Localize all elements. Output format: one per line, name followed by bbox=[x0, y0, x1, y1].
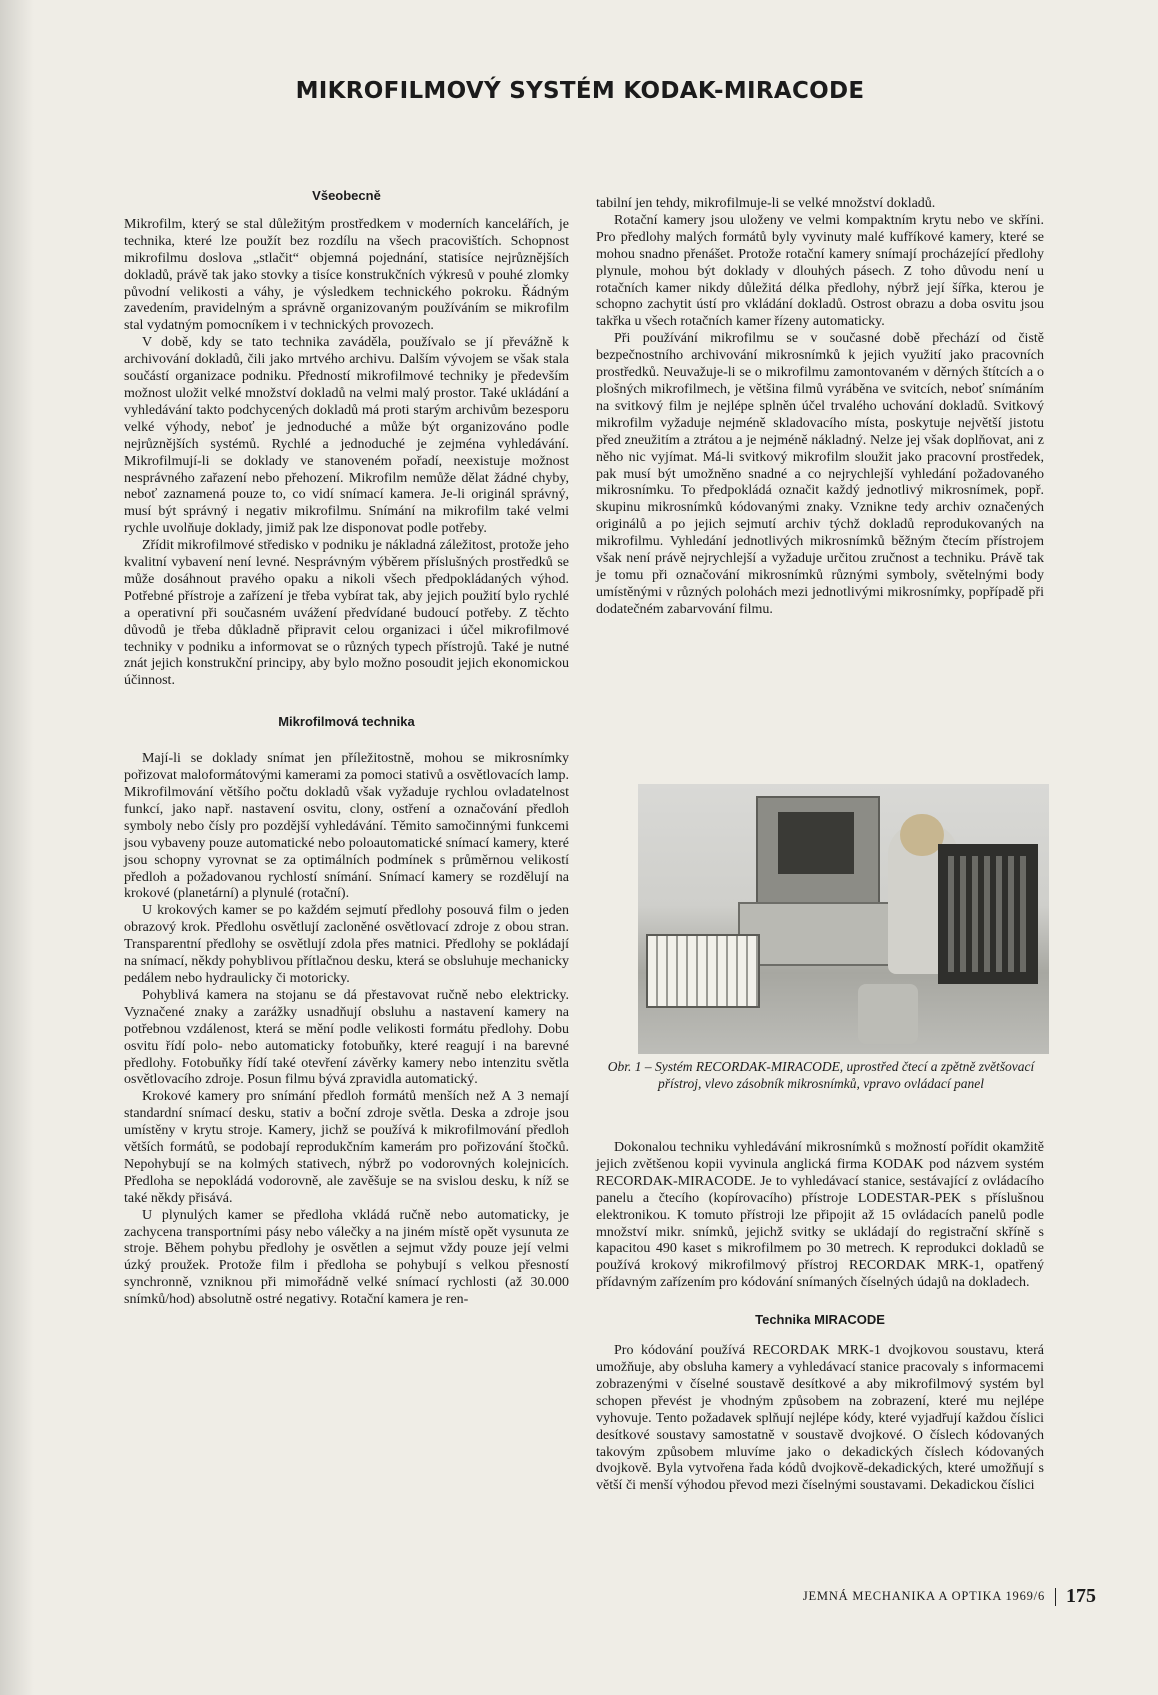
paragraph: U plynulých kamer se předloha vkládá ručně nebo automaticky, je zachycena transportními pásy nebo válečky a na jiném místě opět vysunuta ze stroje. Během pohybu předlohy je osvětlen a sejmut vždy pouze její velmi úzký proužek. Protože film i předloha se pohybují s velkou přesností synchronně, vzniknou při mimořádně velké snímací rychlosti (až 30.000 snímků/hod) absolutně ostré negativy. Rotační kamera je ren- bbox=[124, 1207, 569, 1308]
paragraph: tabilní jen tehdy, mikrofilmuje-li se velké množství dokladů. bbox=[596, 196, 936, 211]
paragraph: Krokové kamery pro snímání předloh formátů menších než A 3 nemají standardní snímací desku, stativ a boční zdroje světla. Deska a zdroje jsou umístěny v krytu stroje. Kamery, jichž se používá k mikrofilmování předloh větších formátů, se podobají reprodukčním kamerám pro pořizování štočků. Nepohybují se na kolmých stativech, nýbrž po vodorovných kolejnicích. Předloha se nepokládá vodorovně, ale zavěšuje se na svislou desku, k níž se také někdy přisává. bbox=[124, 1089, 569, 1206]
reader-base bbox=[738, 902, 902, 966]
footer-divider bbox=[1055, 1588, 1056, 1606]
reader-screen bbox=[778, 812, 854, 874]
left-column bbox=[124, 188, 569, 1309]
paragraph: Dokonalou techniku vyhledávání mikrosnímků s možností pořídit okamžitě jejich zvětšenou kopii vyvinula anglická firma KODAK pod názvem systém RECORDAK-MIRACODE. Je to vyhledávací stanice, sestávající z ovládacího panelu a čtecího (kopírovacího) přístroje LODESTAR-PEK s příslušnou elektronikou. K tomuto přístroji lze připojit až 15 ovládacích panelů podle množství mikr. snímků, jejichž svitky se ukládají do registrační skříně s kapacitou 490 kaset s mikrofilmem po 30 metrech. K reprodukci dokladů se používá krokový mikrofilmový přístroj RECORDAK MRK-1, opatřený přídavným zařízením pro kódování snímaných číselných údajů na dokladech. bbox=[596, 1140, 1044, 1291]
article-title: MIKROFILMOVÝ SYSTÉM KODAK-MIRACODE bbox=[295, 78, 865, 104]
section-heading-vseobecne: Všeobecně bbox=[312, 188, 381, 203]
paragraph: Mikrofilm, který se stal důležitým prostředkem v moderních kancelářích, je technika, které lze použít bez rozdílu na všech pracovištích. Schopnost mikrofilmu doslova „stlačit“ objemná pojednání, statisíce nejrůznějších dokladů, právě tak jako stovky a tisíce konstrukčních výkresů v pouhé zlomky původní velikosti a váhy, je výsledkem technického pokroku. Řádným zavedením, pravidelným a správně organizovaným používáním se mikrofilm stal vydatným pomocníkem i v technických provozech. bbox=[124, 216, 569, 334]
figure-caption: Obr. 1 – Systém RECORDAK-MIRACODE, uprostřed čtecí a zpětně zvětšovací přístroj, vlevo zásobník mikrosnímků, vpravo ovládací panel bbox=[607, 1059, 1035, 1091]
paragraph: U krokových kamer se po každém sejmutí předlohy posouvá film o jeden obrazový krok. Předlohu osvětlují zacloněné osvětlovací zdroje z obou stran. Transparentní předlohy se osvětlují zdola přes matnici. Předlohy se pokládají na snímací, někdy pohyblivou přítlačnou desku, která se obsluhuje mechanicky pedálem nebo hydraulicky či motoricky. bbox=[124, 903, 569, 986]
control-panel-keys bbox=[948, 856, 1028, 972]
section-heading-technika-miracode: Technika MIRACODE bbox=[755, 1312, 885, 1328]
page-footer bbox=[760, 1585, 1096, 1608]
right-column-bottom bbox=[596, 1140, 1044, 1495]
paragraph: Mají-li se doklady snímat jen příležitostně, mohou se mikrosnímky pořizovat maloformátovými kamerami za pomoci stativů a osvětlovacích lamp. Mikrofilmování většího počtu dokladů však vyžaduje rychlou ovladatelnost funkcí, jako např. nastavení osvitu, clony, ostření a označování předloh symboly nebo čísly pro pozdější vyhledávání. Těmito samočinnými funkcemi jsou vybaveny pouze automatické nebo poloautomatické snímací kamery, které jsou schopny vyrovnat se za optimálních podmínek s průměrnou velikostí předloh a požadovanou rychlostí snímání. Snímací kamery se rozdělují na krokové (planetární) a plynulé (rotační). bbox=[124, 751, 569, 902]
right-column-top bbox=[596, 196, 1044, 619]
section-heading-mikrofilmova-technika: Mikrofilmová technika bbox=[278, 714, 415, 730]
photo-recordak-miracode-system bbox=[638, 784, 1049, 1054]
microfilm-storage-tray bbox=[646, 934, 760, 1008]
page-number: 175 bbox=[1066, 1585, 1096, 1607]
paragraph: Pohyblivá kamera na stojanu se dá přestavovat ručně nebo elektricky. Vyznačené znaky a zarážky usnadňují obsluhu a nastavení kamery na potřebnou vzdálenost, která se mění podle velikosti formátu předlohy. Dobu osvitu řídí polo- nebo automaticky fotobuňky, které reagují i na barevné předlohy. Fotobuňky řídí také otevření závěrky kamery nebo intenzitu světla osvětlovacího zdroje. Posun filmu bývá zpravidla automatický. bbox=[124, 987, 569, 1088]
paragraph: Rotační kamery jsou uloženy ve velmi kompaktním krytu nebo ve skříni. Pro předlohy malých formátů byly vyvinuty malé kufříkové kamery, které se mohou snadno přenášet. Protože rotační kamery snímají procházející předlohy plynule, mohou být doklady v dlouhých pásech. Z toho důvodu není u rotačních kamer nikdy důležitá délka předlohy, nýbrž její šířka, kterou je schopno zachytit ústí pro vkládání dokladů. Ostrost obrazu a doba osvitu jsou takřka u všech rotačních kamer řízeny automaticky. bbox=[596, 212, 1044, 330]
paragraph: Při používání mikrofilmu se v současné době přechází od čistě bezpečnostního archivování mikrosnímků k jejich využití jako pracovních prostředků. Neuvažuje-li se o mikrofilmu zamontovaném v děrných štítcích a o plošných mikrofilmech, je většina filmů vyráběna ve svitcích, neboť snímáním na svitkový film je nejlépe splněn účel trvalého uchování dokladů. Svitkový mikrofilm vyžaduje nejméně skladovacího místa, poskytuje největší jistotu před zneužitím a ztrátou a je nejméně nákladný. Nelze jej však doplňovat, ani z něho nic vyjímat. Má-li svitkový mikrofilm sloužit jako pracovní prostředek, pak musí být umožněno snadné a co nejrychlejší vyhledání požadovaného mikrosnímku. To předpokládá označit každý jednotlivý mikrosnímek, popř. skupinu mikrosnímků kódovanými znaky. Vznikne tedy archiv označených originálů a po jejich sejmutí archiv týchž dokladů reprodukovaných na mikrofilmu. Vyhledání jednotlivých mikrosnímků běžným čtecím přístrojem však není právě nejrychlejší a vyžaduje určitou zručnost a techniku. Právě tak je tomu při označování mikrosnímků různými symboly, světelnými body umístěnými v různých polohách mezi jednotlivými mikrosnímky, popřípadě při dodatečném zabarvování filmu. bbox=[596, 331, 1044, 617]
paragraph: V době, kdy se tato technika zaváděla, používalo se jí převážně k archivování dokladů, čili jako mrtvého archivu. Dalším vývojem se však stala součástí organizace podniku. Předností mikrofilmové techniky je především možnost uložit velké množství dokladů na velmi malý prostor. Také ukládání a vyhledávání takto podchycených dokladů má proti starým archivům bezesporu velké výhody, neboť je jednoduché a může být organizováno podle nejrůznějších systémů. Rychlé a jednoduché je zejména vyhledávání. Mikrofilmují-li se doklady ve stanoveném pořadí, neexistuje možnost nesprávného zařazení nebo přehození. Mikrofilm nemůže dělat žádné chyby, neboť zaznamená pouze to, co vidí snímací kamera. Je-li originál správný, musí být správný i negativ mikrofilmu. Snímání na mikrofilm také velmi rychle uvolňuje doklady, jimiž pak lze disponovat podle potřeby. bbox=[124, 335, 569, 537]
journal-name: JEMNÁ MECHANIKA A OPTIKA 1969/6 bbox=[802, 1589, 1045, 1603]
paragraph: Pro kódování používá RECORDAK MRK-1 dvojkovou soustavu, která umožňuje, aby obsluha kamery a vyhledávací stanice pracovaly s informacemi zobrazenými v číselné soustavě desítkové a aby mikrofilmový systém byl schopen převést je vhodným způsobem na zobrazení, které mu nejlépe vyhovuje. Tento požadavek splňují nejlépe kódy, které vyjadřují každou číslici desítkové soustavy samostatně v soustavě dvojkové. O číslech kódovaných takovým způsobem mluvíme jako o dekadických číslech kódovaných dvojkově. Byla vytvořena řada kódů dvojkově-dekadických, které umožňují s větší či menší výhodou převod mezi číselnými soustavami. Dekadickou číslici bbox=[596, 1343, 1044, 1494]
paragraph: Zřídit mikrofilmové středisko v podniku je nákladná záležitost, protože jeho kvalitní vybavení není levné. Nesprávným výběrem příslušných prostředků se může dosáhnout pravého opaku a nikoli všech předpokládaných výhod. Potřebné přístroje a zařízení je třeba vybírat tak, aby jejich použití bylo rychlé a operativní při současném uvážení předvídané budoucí potřeby. Z těchto důvodů je třeba důkladně připravit celou organizaci i účel mikrofilmové techniky v podniku a informovat se o různých typech přístrojů. Také je nutné znát jejich konstrukční principy, aby bylo možno posoudit jejich ekonomickou účinnost. bbox=[124, 538, 569, 689]
chair bbox=[858, 984, 918, 1044]
page-edge-shadow bbox=[0, 0, 34, 1695]
